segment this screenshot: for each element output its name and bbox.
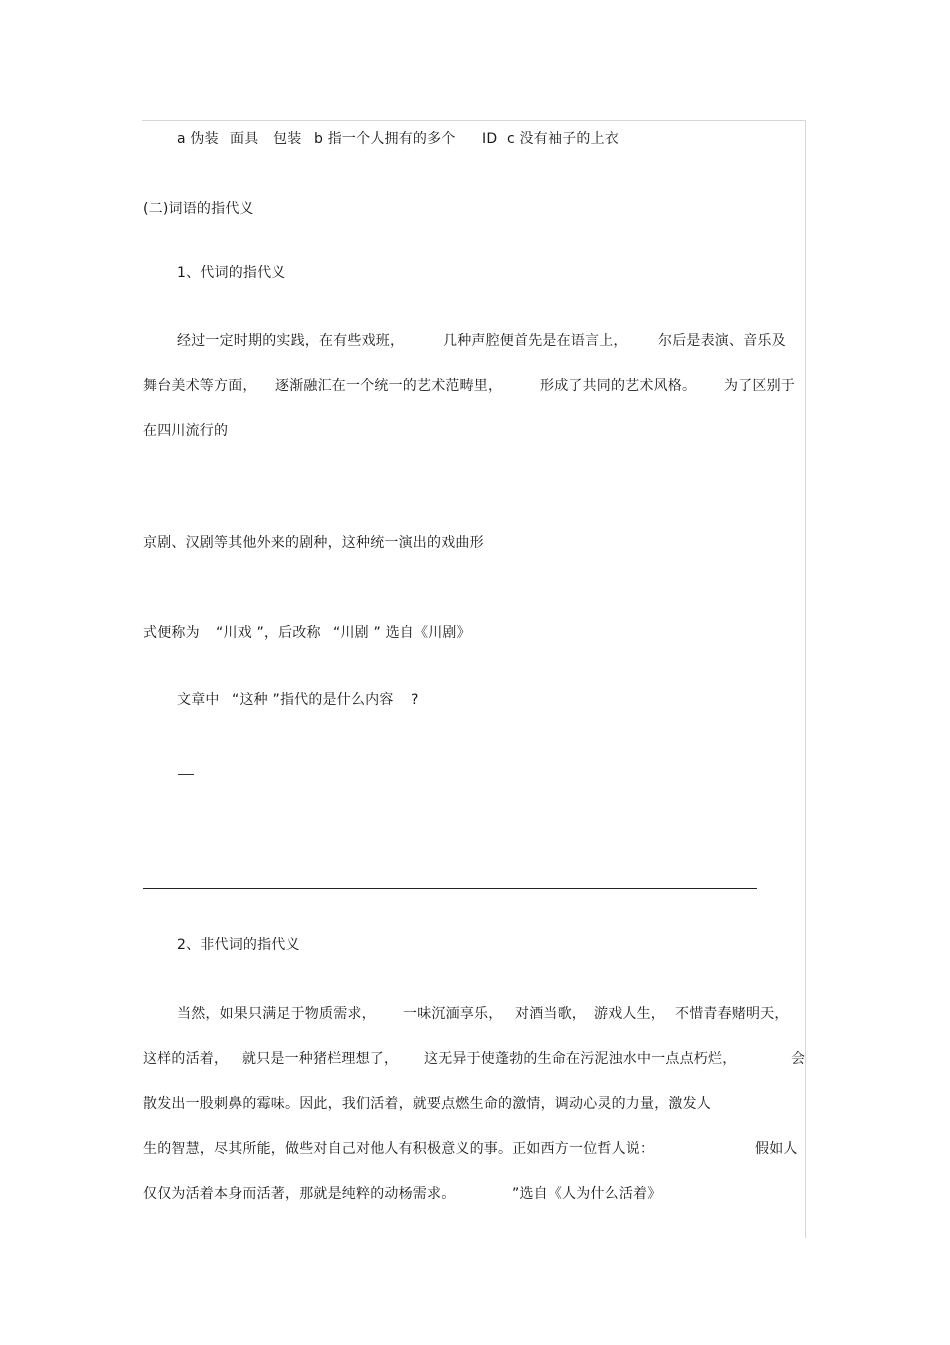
- p2-l2-seg-1: 这样的活着，: [143, 1051, 229, 1067]
- q1-seg-2: “这种 ”指代的是什么内容: [232, 692, 394, 708]
- p1-l2-seg-3: 形成了共同的艺术风格。: [540, 378, 697, 394]
- p2-l1-seg-2: 一味沉湎享乐，: [403, 1006, 503, 1022]
- p1-l5-seg-1: 式便称为: [143, 625, 200, 641]
- p2-l5-seg-2: ”选自《人为什么活着》: [512, 1186, 662, 1202]
- p2-l2-seg-3: 这无异于使蓬勃的生命在污泥浊水中一点点朽烂，: [424, 1051, 737, 1067]
- p1-l2-seg-2: 逐渐融汇在一个统一的艺术范畴里，: [275, 378, 503, 394]
- p2-l2-seg-4: 会: [791, 1051, 806, 1067]
- paragraph-2-line-3: 散发出一股刺鼻的霉味。因此，我们活着，就要点燃生命的激情，调动心灵的力量，激发人: [143, 1096, 711, 1112]
- sub-heading-pronoun: 1、代词的指代义: [177, 265, 286, 281]
- p1-l1-seg-2: 几种声腔便首先是在语言上，: [443, 333, 628, 349]
- p1-l2-seg-4: 为了区别于: [724, 378, 795, 394]
- p2-l5-seg-1: 仅仅为活着本身而活著，那就是纯粹的动杨需求。: [143, 1186, 456, 1202]
- sub-heading-non-pronoun: 2、非代词的指代义: [177, 937, 300, 953]
- p2-l4-seg-1: 生的智慧，尽其所能，做些对自己对他人有积极意义的事。正如西方一位哲人说：: [143, 1141, 655, 1157]
- option-c: c 没有袖子的上衣: [507, 131, 619, 147]
- answer-dash: [178, 774, 194, 775]
- p1-l2-seg-1: 舞台美术等方面，: [143, 378, 257, 394]
- p2-l1-seg-3: 对酒当歌，: [515, 1006, 586, 1022]
- p1-l1-seg-3: 尔后是表演、音乐及: [658, 333, 786, 349]
- option-a-3: 包装: [273, 131, 302, 147]
- option-a-2: 面具: [230, 131, 259, 147]
- p1-l5-seg-3: “川剧 ” 选自《川剧》: [333, 625, 471, 641]
- option-b: b 指一个人拥有的多个: [314, 131, 456, 147]
- section-heading: (二)词语的指代义: [143, 201, 254, 217]
- p1-l5-seg-2: “川戏 ”，后改称: [216, 625, 321, 641]
- option-b-id: ID: [482, 131, 498, 147]
- paragraph-1-line-3: 在四川流行的: [143, 423, 229, 439]
- p1-l1-seg-1: 经过一定时期的实践，在有些戏班，: [177, 333, 405, 349]
- p2-l1-seg-4: 游戏人生，: [594, 1006, 665, 1022]
- page-frame: [142, 120, 806, 1238]
- answer-line: [143, 888, 757, 889]
- p2-l1-seg-1: 当然，如果只满足于物质需求，: [177, 1006, 376, 1022]
- p2-l4-seg-2: 假如人: [755, 1141, 798, 1157]
- option-a: a 伪装: [177, 131, 219, 147]
- q1-seg-3: ?: [411, 692, 419, 708]
- p2-l2-seg-2: 就只是一种猪栏理想了，: [242, 1051, 399, 1067]
- paragraph-1-line-4: 京剧、汉剧等其他外来的剧种，这种统一演出的戏曲形: [143, 535, 484, 551]
- p2-l1-seg-5: 不惜青春赌明天，: [675, 1006, 789, 1022]
- q1-seg-1: 文章中: [177, 692, 220, 708]
